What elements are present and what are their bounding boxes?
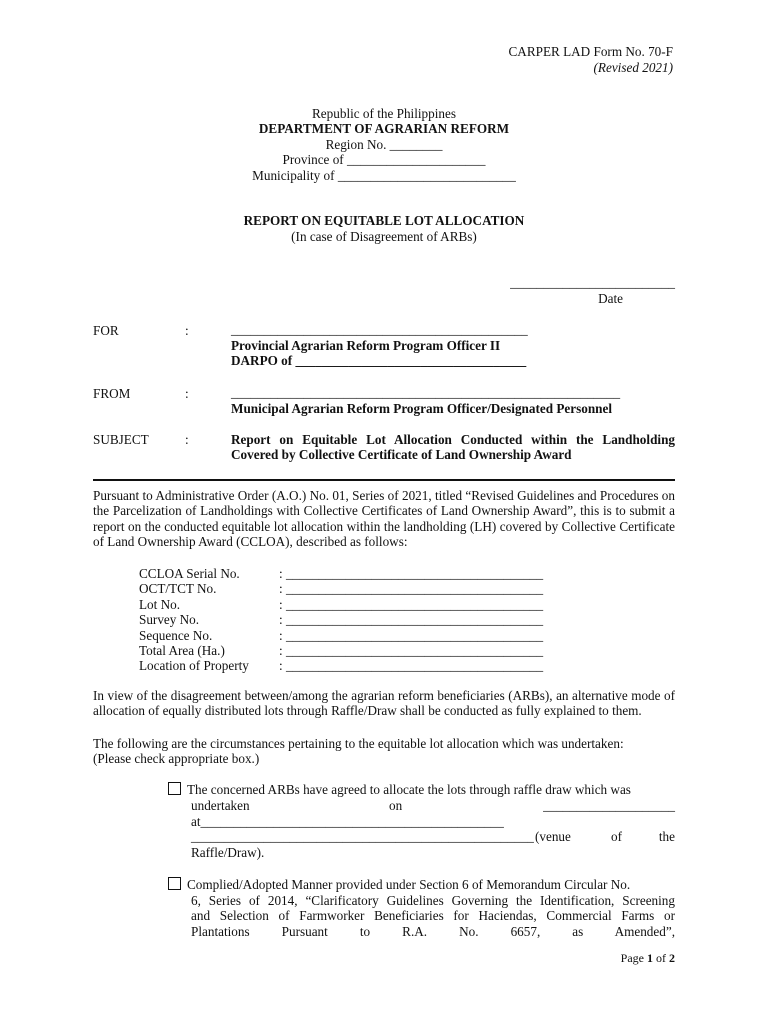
- field-sequence-value[interactable]: : _______________________________________: [279, 628, 544, 643]
- field-sequence-label: Sequence No.: [139, 628, 213, 643]
- date-label: Date: [598, 291, 623, 306]
- for-darpo: DARPO of ___________________________________: [231, 353, 527, 368]
- report-title: REPORT ON EQUITABLE LOT ALLOCATION: [243, 213, 525, 228]
- field-oct-value[interactable]: : _______________________________________: [279, 581, 544, 596]
- field-lot-label: Lot No.: [139, 597, 181, 612]
- option-1-date-blank[interactable]: ____________________: [543, 798, 675, 813]
- for-colon: :: [185, 323, 189, 338]
- date-line: _________________________: [510, 275, 675, 290]
- field-ccloa-value[interactable]: : _______________________________________: [279, 566, 544, 581]
- page-total: 2: [669, 951, 675, 965]
- option-2-text: Complied/Adopted Manner provided under Section 6 of Memorandum Circular No.: [187, 877, 631, 892]
- page-number: [621, 951, 675, 966]
- subject-line-2: Covered by Collective Certificate of Land Ownership Award: [231, 447, 572, 462]
- field-survey-value[interactable]: : _______________________________________: [279, 612, 544, 627]
- intro-paragraph: Pursuant to Administrative Order (A.O.) No. 01, Series of 2021, titled “Revised Guidelines and Procedures on the Parcelization of Landholdings with Collective Certificates of Land Ownership Award”, this is to submit a report on the conducted equitable lot allocation within the landholding (LH) covered by Collective Certificate of Land Ownership Award (CCLOA), described as follows:: [93, 488, 675, 549]
- report-subtitle: (In case of Disagreement of ARBs): [291, 229, 477, 244]
- form-revised: (Revised 2021): [593, 60, 673, 75]
- municipality-line: Municipality of ___________________________: [252, 168, 516, 183]
- header-separator: [93, 479, 675, 481]
- circumstances-line: The following are the circumstances pertaining to the equitable lot allocation which was undertaken:: [93, 736, 624, 751]
- province-line: Province of _____________________: [282, 152, 486, 167]
- field-location-value[interactable]: : _______________________________________: [279, 658, 544, 673]
- option-1-row[interactable]: [168, 782, 631, 798]
- for-name-line: _____________________________________________: [231, 322, 528, 337]
- from-name-line: ___________________________________________________________: [231, 385, 621, 400]
- field-oct-label: OCT/TCT No.: [139, 581, 217, 596]
- option-1-text: The concerned ARBs have agreed to allocate the lots through raffle draw which was: [187, 782, 631, 797]
- subject-line-1: Report on Equitable Lot Allocation Conducted within the Landholding: [231, 432, 675, 447]
- option-1-undertaken: undertaken: [191, 798, 250, 813]
- disagreement-paragraph: In view of the disagreement between/among the agrarian reform beneficiaries (ARBs), an alternative mode of allocation of equally distributed lots through Raffle/Draw shall be conducted as fully explained to them.: [93, 688, 675, 719]
- department-name: DEPARTMENT OF AGRARIAN REFORM: [258, 121, 510, 136]
- option-2-line-3: and Selection of Farmworker Beneficiaries for Haciendas, Commercial Farms or: [191, 908, 675, 923]
- for-label: FOR: [93, 323, 119, 338]
- from-title: Municipal Agrarian Reform Program Officer/Designated Personnel: [231, 401, 613, 416]
- for-title: Provincial Agrarian Reform Program Officer II: [231, 338, 501, 353]
- subject-colon: :: [185, 432, 189, 447]
- option-1-venue-word: (venue: [535, 829, 571, 844]
- page-current: 1: [647, 951, 653, 965]
- subject-label: SUBJECT: [93, 432, 149, 447]
- page-label: Page: [620, 951, 644, 965]
- option-1-raffle: Raffle/Draw).: [191, 845, 265, 860]
- page-of: of: [656, 951, 666, 965]
- form-number: CARPER LAD Form No. 70-F: [508, 44, 673, 59]
- region-line: Region No. ________: [325, 137, 443, 152]
- option-1-the-word: the: [658, 829, 675, 844]
- option-1-on: on: [389, 798, 403, 813]
- field-area-label: Total Area (Ha.): [139, 643, 225, 658]
- option-1-checkbox[interactable]: [168, 782, 181, 795]
- field-lot-value[interactable]: : _______________________________________: [279, 597, 544, 612]
- republic-line: Republic of the Philippines: [312, 106, 456, 121]
- from-colon: :: [185, 386, 189, 401]
- option-1-at-line[interactable]: at______________________________________________: [191, 814, 504, 829]
- check-instruction: (Please check appropriate box.): [93, 751, 260, 766]
- option-1-of-word: of: [611, 829, 622, 844]
- field-survey-label: Survey No.: [139, 612, 200, 627]
- field-location-label: Location of Property: [139, 658, 249, 673]
- option-1-venue-blank[interactable]: ____________________________________________________: [191, 829, 534, 844]
- option-2-line-2: 6, Series of 2014, “Clarificatory Guidelines Governing the Identification, Screening: [191, 893, 675, 908]
- option-2-checkbox[interactable]: [168, 877, 181, 890]
- field-area-value[interactable]: : _______________________________________: [279, 643, 544, 658]
- option-2-row[interactable]: [168, 877, 630, 893]
- option-2-line-4: Plantations Pursuant to R.A. No. 6657, as Amended”,: [191, 924, 675, 939]
- from-label: FROM: [93, 386, 131, 401]
- field-ccloa-label: CCLOA Serial No.: [139, 566, 240, 581]
